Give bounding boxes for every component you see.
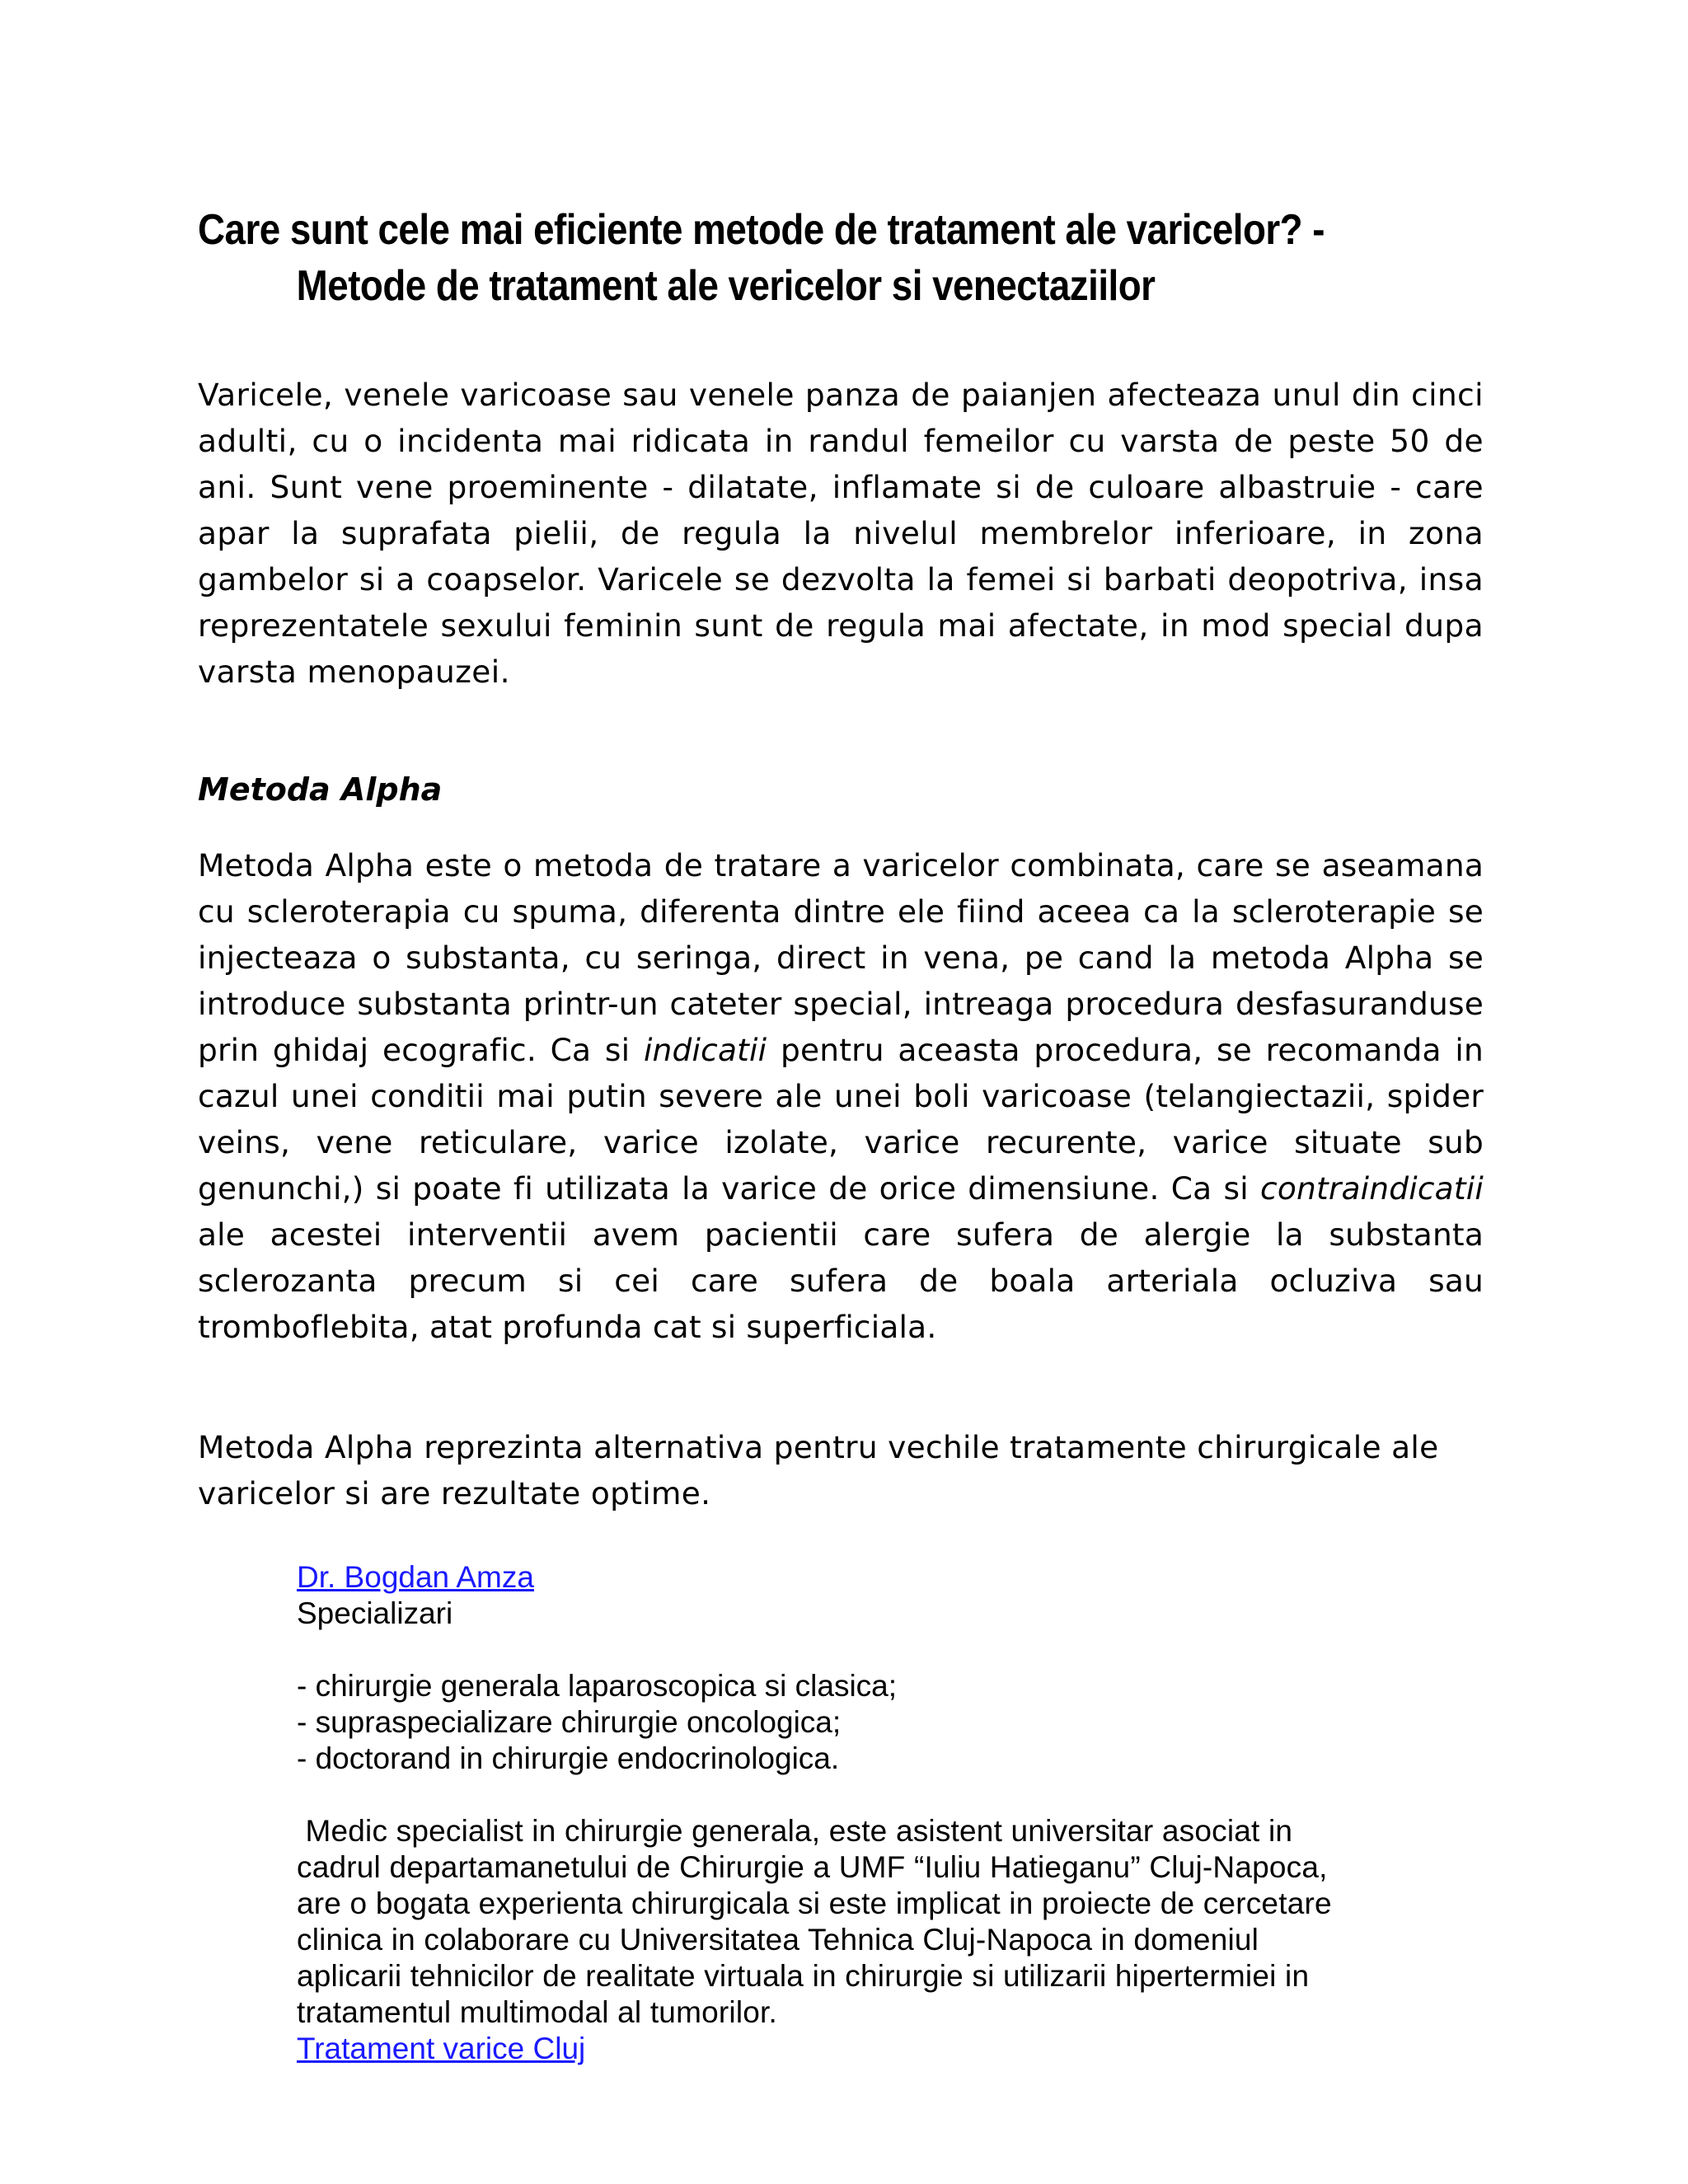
italic-term-contraindicatii: contraindicatii [1260, 1170, 1484, 1207]
bio-line: aplicarii tehnicilor de realitate virtuala in chirurgie si utilizarii hipertermiei in [297, 1959, 1310, 1993]
paragraph-text-part-2: pentru aceasta procedura, se recomanda in cazul unei conditii mai putin severe ale unei boli varicoase (telangiectazii, spider veins, vene reticulare, varice izolate, varice recurente, varice situate sub genunchi,) si poate fi utilizata la varice de orice dimensiune. Ca si [198, 1032, 1484, 1207]
spacer [297, 1632, 1500, 1668]
specializations-label: Specializari [297, 1596, 453, 1630]
specialization-item: - doctorand in chirurgie endocrinologica. [297, 1741, 840, 1775]
paragraph-text-part-1: Metoda Alpha este o metoda de tratare a varicelor combinata, care se aseamana cu scleroterapia cu spuma, diferenta dintre ele fiind aceea ca la scleroterapie se injecteaza o substanta, cu seringa, direct in vena, pe cand la metoda Alpha se introduce substanta printr-un cateter special, intreaga procedura desfasuranduse prin ghidaj ecografic. Ca si [198, 847, 1484, 1068]
specialization-item: - chirurgie generala laparoscopica si clasica; [297, 1669, 898, 1703]
paragraph-text-part-3: ale acestei interventii avem pacientii care sufera de alergie la substanta sclerozanta precum si cei care sufera de boala arteriala ocluziva sau tromboflebita, atat profunda cat si superficiala. [198, 1216, 1484, 1345]
italic-term-indicatii: indicatii [643, 1032, 767, 1068]
bio-line: cadrul departamanetului de Chirurgie a UMF “Iuliu Hatieganu” Cluj-Napoca, [297, 1850, 1328, 1884]
specialization-item: - supraspecializare chirurgie oncologica; [297, 1705, 842, 1739]
article-title [198, 202, 1489, 314]
closing-paragraph: Metoda Alpha reprezinta alternativa pentru vechile tratamente chirurgicale ale varicelor si are rezultate optime. [198, 1429, 1439, 1511]
author-bio [297, 1813, 1500, 2031]
tratament-varice-cluj-link[interactable]: Tratament varice Cluj [297, 2032, 586, 2065]
author-name-link[interactable]: Dr. Bogdan Amza [297, 1560, 534, 1594]
section-heading-metoda-alpha: Metoda Alpha [198, 771, 443, 808]
bio-line: Medic specialist in chirurgie generala, este asistent universitar asociat in [297, 1814, 1293, 1848]
title-line-1: Care sunt cele mai eficiente metode de tratament ale varicelor? - [198, 206, 1325, 254]
title-line-2: Metode de tratament ale vericelor si venectaziilor [296, 262, 1156, 310]
bio-line: are o bogata experienta chirurgicala si este implicat in proiecte de cercetare [297, 1886, 1332, 1920]
bio-line: tratamentul multimodal al tumorilor. [297, 1995, 777, 2029]
metoda-alpha-paragraph [198, 842, 1484, 1350]
intro-paragraph: Varicele, venele varicoase sau venele panza de paianjen afecteaza unul din cinci adulti, cu o incidenta mai ridicata in randul femeilor cu varsta de peste 50 de ani. Sunt vene proeminente - dilatate, inflamate si de culoare albastruie - care apar la suprafata pielii, de regula la nivelul membrelor inferioare, in zona gambelor si a coapselor. Varicele se dezvolta la femei si barbati deopotriva, insa reprezentatele sexului feminin sunt de regula mai afectate, in mod special dupa varsta menopauzei. [198, 377, 1484, 690]
bio-line: clinica in colaborare cu Universitatea Tehnica Cluj-Napoca in domeniul [297, 1923, 1259, 1957]
author-block [297, 1559, 1500, 2067]
